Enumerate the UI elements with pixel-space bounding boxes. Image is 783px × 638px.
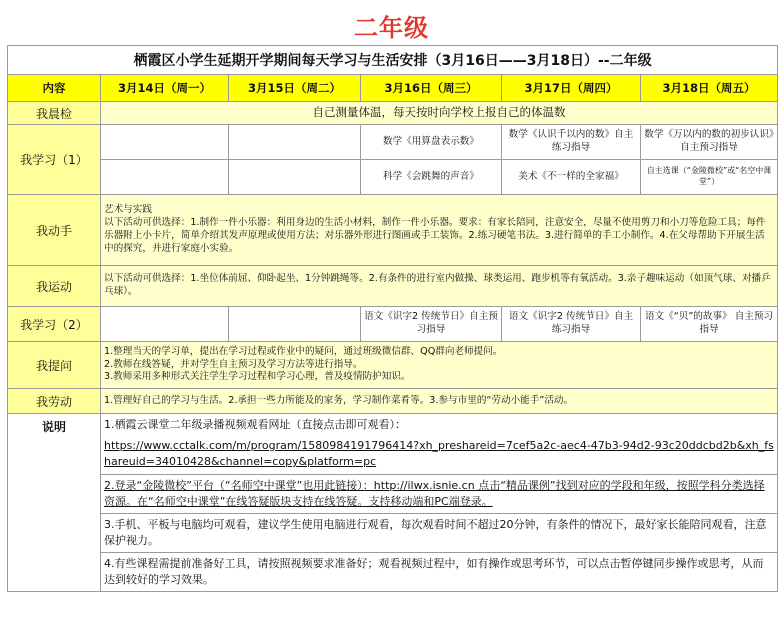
hands-body: 以下活动可供选择：1.制作一件小乐器：利用身边的生活小材料，制作一件小乐器。要求：有家长陪同，注意安全，尽量不使用剪刀和小刀等危险工具；每件乐器附上小卡片，简单介绍其发声原理或使用方法；对乐器外形进行图画或手工装饰。2.练习硬笔书法。3.进行简单的手工小制作。4.在父母帮助下开展生活中的探究，并进行家庭小实验。	[104, 217, 766, 254]
checkup-text: 自己测量体温，每天按时向学校上报自己的体温数	[101, 102, 778, 125]
study1-b-day2	[229, 160, 361, 195]
note-4: 4.有些课程需提前准备好工具，请按照视频要求准备好；观看视频过程中，如有操作或思考环节，可以点击暂停键同步操作或思考，从而达到较好的学习效果。	[101, 553, 778, 592]
study1-b-day5: 自主选课（“金陵微校”或“名空中课堂”）	[641, 160, 778, 195]
row-study1-b	[8, 160, 778, 195]
schedule-subtitle: 栖霞区小学生延期开学期间每天学习与生活安排（3月16日——3月18日）--二年级	[8, 46, 778, 75]
study1-b-day3: 科学《会跳舞的声音》	[361, 160, 502, 195]
ask-text	[101, 342, 778, 389]
notes-label: 说明	[8, 414, 101, 592]
row-label-study2: 我学习（2）	[8, 307, 101, 342]
study2-day3: 语文《识字2 传统节日》自主预习指导	[361, 307, 502, 342]
row-study2	[8, 307, 778, 342]
ask-line-2: 2.教师在线答疑，并对学生自主预习及学习方法等进行指导。	[104, 358, 363, 370]
ask-line-1: 1.整理当天的学习单，提出在学习过程或作业中的疑问，通过班级微信群、QQ群向老师提问。	[104, 345, 503, 357]
row-checkup	[8, 102, 778, 125]
row-label-sport: 我运动	[8, 266, 101, 307]
sport-text: 以下活动可供选择：1.坐位体前屈、仰卧起坐、1分钟跳绳等。2.有条件的进行室内做操、球类运用、跑步机等有氧活动。3.亲子趣味运动（如顶气球、对播乒乓球）。	[101, 266, 778, 307]
study1-a-day1	[101, 125, 229, 160]
study1-a-day2	[229, 125, 361, 160]
row-labor	[8, 389, 778, 414]
row-notes-2	[8, 475, 778, 514]
study2-day1	[101, 307, 229, 342]
row-label-labor: 我劳动	[8, 389, 101, 414]
note-1	[101, 414, 778, 475]
header-content: 内容	[8, 75, 101, 102]
ask-line-3: 3.教师采用多种形式关注学生学习过程和学习心理，普及疫情防护知识。	[104, 371, 411, 383]
study1-a-day5: 数学《万以内的数的初步认识》自主预习指导	[641, 125, 778, 160]
study2-day4: 语文《识字2 传统节日》自主练习指导	[502, 307, 641, 342]
row-label-hands: 我动手	[8, 195, 101, 266]
study1-b-day1	[101, 160, 229, 195]
row-label-study1: 我学习（1）	[8, 125, 101, 195]
note-2	[101, 475, 778, 514]
note-1-title: 1.栖霞云课堂二年级录播视频观看网址（直接点击即可观看）：	[104, 418, 406, 432]
labor-text: 1.管理好自己的学习与生活。2.承担一些力所能及的家务，学习制作菜肴等。3.参与市里的“劳动小能手”活动。	[101, 389, 778, 414]
header-row	[8, 75, 778, 102]
row-notes-1	[8, 414, 778, 475]
cctalk-link[interactable]: https://www.cctalk.com/m/program/1580984191796414?xh_preshareid=7cef5a2c-aec4-47b3-94d2-93c20ddcbd2b&xh_fshareuid=34010428&channel=copy&platform=pc	[104, 438, 774, 469]
row-label-ask: 我提问	[8, 342, 101, 389]
header-day-1: 3月14日（周一）	[101, 75, 229, 102]
header-day-3: 3月16日（周三）	[361, 75, 502, 102]
hands-title: 艺术与实践	[104, 204, 152, 216]
row-notes-3	[8, 514, 778, 553]
study2-day2	[229, 307, 361, 342]
page-title: 二年级	[354, 14, 429, 42]
note-2-text[interactable]: 2.登录“金陵微校”平台（“名师空中课堂”也用此链接）：http://ilwx.isnie.cn 点击“精品课例”找到对应的学段和年级，按照学科分类选择资源。在“名师空中课堂”在线答疑版块支持在线答疑。支持移动端和PC端登录。	[104, 478, 765, 508]
hands-text	[101, 195, 778, 266]
row-label-checkup: 我晨检	[8, 102, 101, 125]
header-day-2: 3月15日（周二）	[229, 75, 361, 102]
row-hands	[8, 195, 778, 266]
study1-a-day4: 数学《认识千以内的数》自主练习指导	[502, 125, 641, 160]
row-ask	[8, 342, 778, 389]
row-sport	[8, 266, 778, 307]
row-notes-4	[8, 553, 778, 592]
row-study1-a	[8, 125, 778, 160]
header-day-5: 3月18日（周五）	[641, 75, 778, 102]
header-day-4: 3月17日（周四）	[502, 75, 641, 102]
note-3: 3.手机、平板与电脑均可观看，建议学生使用电脑进行观看，每次观看时间不超过20分钟，有条件的情况下，最好家长能陪同观看，注意保护视力。	[101, 514, 778, 553]
schedule-table	[7, 45, 778, 592]
study1-b-day4: 美术《不一样的全家福》	[502, 160, 641, 195]
study2-day5: 语文《“贝”的故事》 自主预习指导	[641, 307, 778, 342]
study1-a-day3: 数学《用算盘表示数》	[361, 125, 502, 160]
